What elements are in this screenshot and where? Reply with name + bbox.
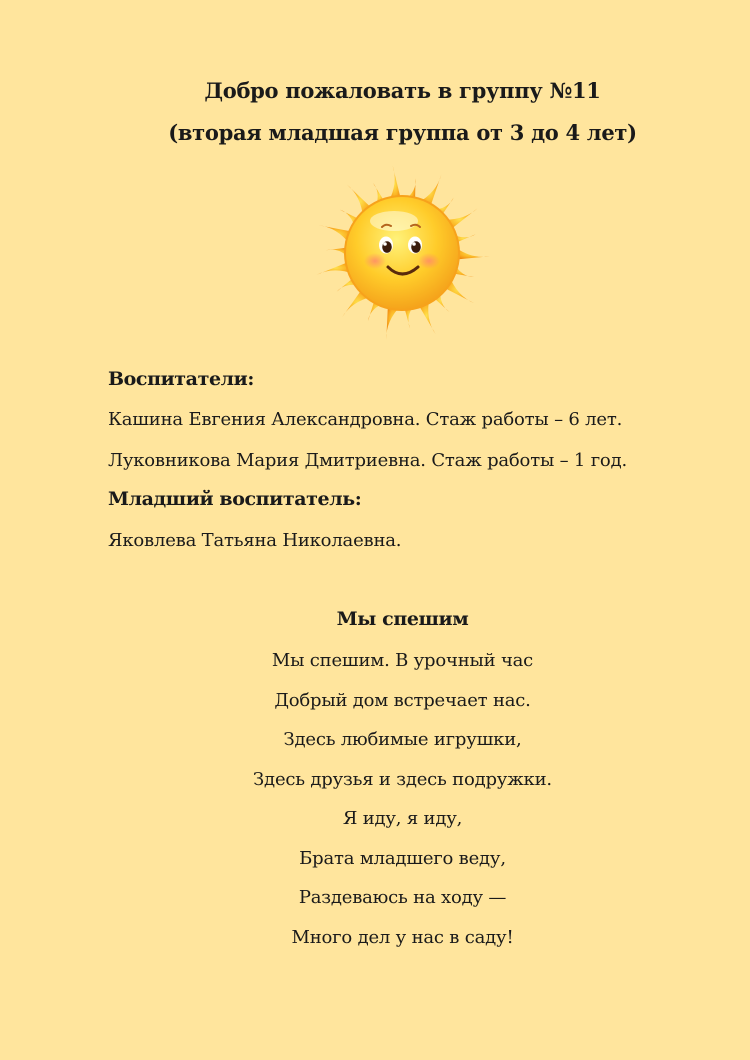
left-cheek	[364, 253, 386, 269]
junior-teacher-line: Яковлева Татьяна Николаевна.	[108, 530, 402, 551]
poem-line: Много дел у нас в саду!	[291, 926, 514, 948]
page-title: Добро пожаловать в группу №11	[204, 78, 601, 103]
teacher-line: Кашина Евгения Александровна. Стаж работы – 6 лет.	[108, 409, 623, 430]
left-eye	[379, 237, 393, 254]
page-subtitle: (вторая младшая группа от 3 до 4 лет)	[168, 120, 637, 145]
poem-line: Раздеваюсь на ходу —	[298, 887, 507, 908]
sun-highlight	[370, 211, 418, 231]
poem-line: Мы спешим. В урочный час	[271, 650, 534, 671]
junior-teacher-heading: Младший воспитатель:	[108, 488, 362, 510]
poem-line: Брата младшего веду,	[299, 847, 506, 869]
smiling-sun-icon	[312, 163, 492, 343]
poem-line: Добрый дом встречает нас.	[274, 689, 531, 711]
right-eye	[408, 237, 422, 254]
teacher-line: Луковникова Мария Дмитриевна. Стаж работы – 1 год.	[108, 450, 627, 471]
poem-line: Здесь друзья и здесь подружки.	[253, 768, 552, 790]
poem-line: Я иду, я иду,	[342, 808, 463, 829]
teachers-heading: Воспитатели:	[108, 368, 254, 390]
poem-line: Здесь любимые игрушки,	[283, 729, 522, 750]
right-cheek	[418, 253, 440, 269]
poem	[0, 650, 750, 966]
poem-title: Мы спешим	[336, 608, 469, 630]
